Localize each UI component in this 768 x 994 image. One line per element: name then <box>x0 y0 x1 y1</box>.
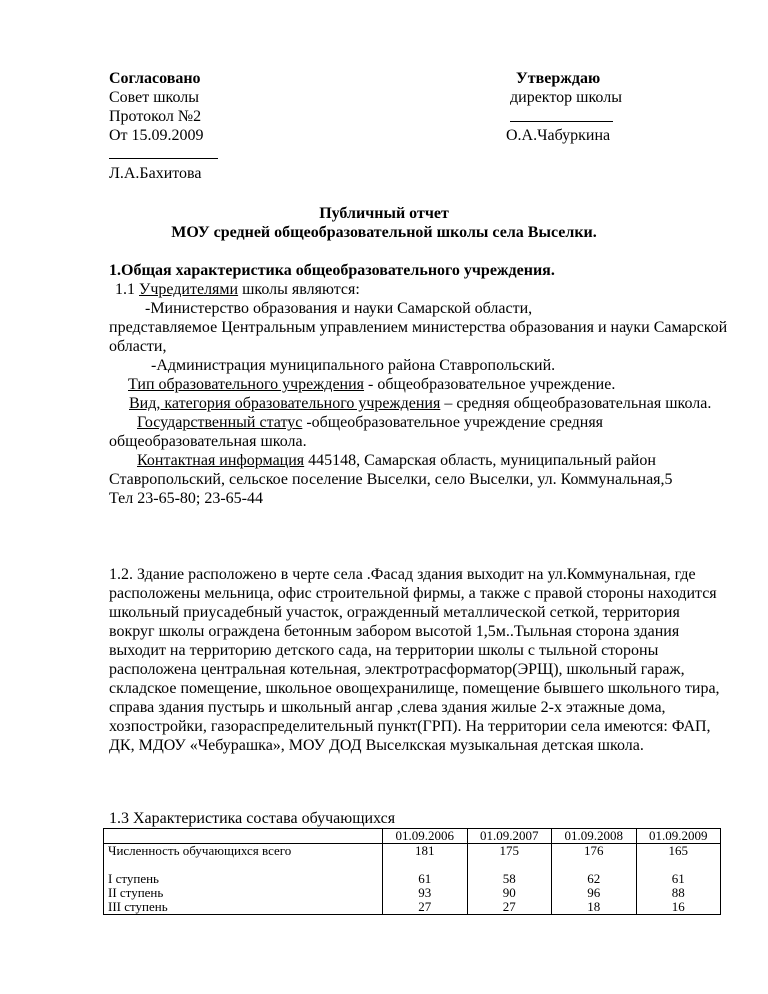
status-value: -общеобразовательное учреждение средняя общеобразовательная школа. <box>109 414 604 450</box>
doc-title-line1: Публичный отчет <box>319 205 449 222</box>
ministry-line1: -Министерство образования и науки Самарской области, <box>145 300 533 317</box>
table-row-label: III ступень <box>108 899 168 914</box>
section1-heading: 1.Общая характеристика общеобразовательного учреждения. <box>109 262 555 279</box>
table-cell: 27 <box>467 900 552 915</box>
table-row-label: Численность обучающихся всего <box>108 843 292 858</box>
founders-num: 1.1 <box>115 281 135 298</box>
status-label: Государственный статус <box>137 414 303 431</box>
table-row-label: I ступень <box>108 871 159 886</box>
contact-paragraph <box>109 451 729 489</box>
kind-label: Вид, категория образовательного учреждения <box>129 395 441 412</box>
approval-left-signer: Л.А.Бахитова <box>109 165 202 182</box>
table-col-header: 01.09.2006 <box>383 829 468 844</box>
contact-label: Контактная информация <box>137 452 305 469</box>
table-cell: 93 <box>383 886 468 900</box>
signature-line-left <box>109 158 218 159</box>
table-col-header: 01.09.2007 <box>467 829 552 844</box>
table-cell: 176 <box>552 844 637 873</box>
table-cell: 165 <box>636 844 721 873</box>
type-value: - общеобразовательное учреждение. <box>364 376 616 393</box>
approval-left-title: Согласовано <box>109 70 201 87</box>
status-paragraph <box>109 413 729 451</box>
type-line <box>109 375 729 394</box>
table-cell: 62 <box>552 872 637 886</box>
table-cell: 16 <box>636 900 721 915</box>
approval-left-line2: Протокол №2 <box>109 108 202 125</box>
table-cell: 181 <box>383 844 468 873</box>
table-row-label: II ступень <box>108 885 164 900</box>
table-row <box>104 900 721 915</box>
contact-value: 445148, Самарская область, муниципальный район Ставропольский, сельское поселение Выселки, село Выселки, ул. Коммунальная,5 <box>109 452 673 488</box>
ministry-paragraph <box>109 299 729 356</box>
approval-right-signer: О.А.Чабуркина <box>506 127 611 144</box>
table-cell: 58 <box>467 872 552 886</box>
table-cell: 61 <box>636 872 721 886</box>
table-cell: 27 <box>383 900 468 915</box>
table-cell: 61 <box>383 872 468 886</box>
table-cell: 90 <box>467 886 552 900</box>
section1-body <box>109 280 729 508</box>
table-row <box>104 844 721 873</box>
table-cell: 175 <box>467 844 552 873</box>
founders-line <box>109 280 729 299</box>
kind-value: – средняя общеобразовательная школа. <box>440 395 712 412</box>
section12-paragraph: 1.2. Здание расположено в черте села .Фасад здания выходит на ул.Коммунальная, где расположены мельница, офис строительной фирмы, а также с правой стороны находится школьный приусадебный участок, огражденный металлической сеткой, территория вокруг школы ограждена бетонным забором высотой 1,5м..Тыльная сторона здания выходит на территорию детского сада, на территории школы с тыльной стороны расположена центральная котельная, электротрасформатор(ЭРЩ), школьный гараж, складское помещение, школьное овощехранилище, помещение бывшего школьного тира, справа здания пустырь и школьный ангар ,слева здания жилые 2-х этажные дома, хозпостройки, газораспределительный пункт(ГРП). На территории села имеются: ФАП, ДК, МДОУ «Чебурашка», МОУ ДОД Выселкская музыкальная детская школа. <box>109 566 720 754</box>
signature-line-right <box>510 121 613 122</box>
founders-rest: школы являются: <box>238 281 360 298</box>
doc-title-line2: МОУ средней общеобразовательной школы села Выселки. <box>171 224 597 241</box>
table-header-row <box>104 829 721 844</box>
table-header-empty <box>104 829 383 844</box>
table-col-header: 01.09.2008 <box>552 829 637 844</box>
type-label: Тип образовательного учреждения <box>128 376 365 393</box>
students-table <box>103 828 721 915</box>
approval-left-line3: От 15.09.2009 <box>109 127 204 144</box>
approval-right-title: Утверждаю <box>516 70 601 87</box>
table-col-header: 01.09.2009 <box>636 829 721 844</box>
table-cell: 96 <box>552 886 637 900</box>
approval-right-line1: директор школы <box>510 89 622 106</box>
kind-paragraph <box>109 394 729 413</box>
table-row <box>104 886 721 900</box>
phone-line: Тел 23-65-80; 23-65-44 <box>109 490 264 507</box>
table-cell: 18 <box>552 900 637 915</box>
table-row <box>104 872 721 886</box>
founders-label: Учредителями <box>139 281 239 298</box>
admin-line: -Администрация муниципального района Ставропольский. <box>151 357 556 374</box>
ministry-cont: представляемое Центральным управлением министерства образования и науки Самарской области, <box>109 319 728 355</box>
section13-heading: 1.3 Характеристика состава обучающихся <box>109 810 396 827</box>
table-cell: 88 <box>636 886 721 900</box>
approval-left-line1: Совет школы <box>109 89 200 106</box>
